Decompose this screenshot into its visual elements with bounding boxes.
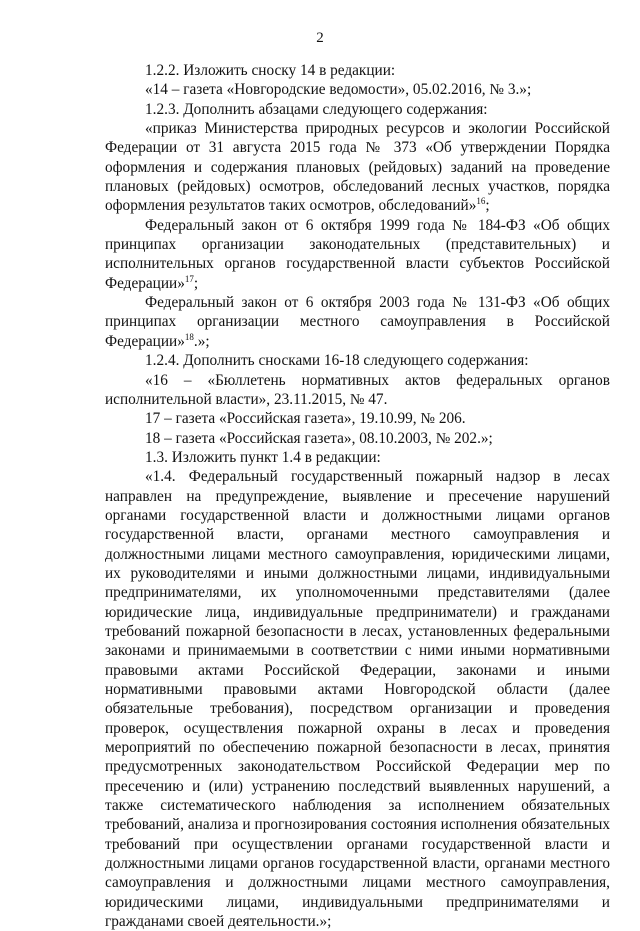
paragraph: «14 – газета «Новгородские ведомости», 05.02.2016, № 3.»;	[145, 81, 532, 99]
paragraph: «приказ Министерства природных ресурсов и экологии Российской Федерации от 31 августа 2015 года № 373 «Об утверждении Порядка оформления и содержания плановых (рейдовых) заданий на проведение плановых (рейдовых) осмотров, обследований лесных участков, порядка оформления результатов таких осмотров, обследований»$^{16}$;	[105, 120, 610, 215]
footnote-ref: 18	[184, 331, 194, 342]
page-number: 2	[316, 30, 324, 46]
paragraph: Федеральный закон от 6 октября 2003 года № 131-ФЗ «Об общих принципах организации местного самоуправления в Российской Федерации»$^{18}$.»;	[105, 294, 610, 350]
footnote-ref: 16	[476, 196, 486, 207]
paragraph: 1.2.2. Изложить сноску 14 в редакции:	[145, 62, 396, 79]
paragraph: 18 – газета «Российская газета», 08.10.2003, № 202.»;	[145, 429, 493, 447]
paragraph: 1.3. Изложить пункт 1.4 в редакции:	[145, 448, 381, 466]
paragraph: Федеральный закон от 6 октября 1999 года № 184-ФЗ «Об общих принципах организации законодательных (представительных) и исполнительных органов государственной власти субъектов Российской Федерации»$^{17}$;	[105, 216, 610, 292]
document-body	[105, 61, 610, 931]
paragraph: «1.4. Федеральный государственный пожарный надзор в лесах направлен на предупреждение, выявление и пресечение нарушений органами государственной власти и должностными лицами органов государственной власти, органами местного самоуправления и должностными лицами местного самоуправления, юридическими лицами, их руководителями и иными должностными лицами, индивидуальными предпринимателями, их уполномоченными представителями (далее юридические лица, индивидуальные предприниматели) и гражданами требований пожарной безопасности в лесах, установленных федеральными законами и принимаемыми в соответствии с ними иными нормативными правовыми актами Российской Федерации, законами и иными нормативными правовыми актами Новгородской области (далее обязательные требования), посредством организации и проведения проверок, осуществления пожарной охраны в лесах и проведения мероприятий по обеспечению пожарной безопасности в лесах, принятия предусмотренных законодательством Российской Федерации мер по пресечению и (или) устранению последствий выявленных нарушений, а также систематического наблюдения за исполнением обязательных требований, анализа и прогнозирования состояния исполнения обязательных требований при осуществлении органами государственной власти и должностными лицами органов государственной власти, органами местного самоуправления и должностными лицами местного самоуправления, юридическими лицами, индивидуальными предпринимателями и гражданами своей деятельности.»;	[105, 468, 610, 931]
paragraph: 17 – газета «Российская газета», 19.10.99, № 206.	[145, 410, 466, 428]
paragraph: 1.2.3. Дополнить абзацами следующего содержания:	[145, 100, 488, 118]
paragraph: «16 – «Бюллетень нормативных актов федеральных органов исполнительной власти», 23.11.2015, № 47.	[105, 371, 610, 408]
paragraph: 1.2.4. Дополнить сносками 16-18 следующего содержания:	[145, 352, 529, 370]
footnote-ref: 17	[184, 273, 194, 284]
